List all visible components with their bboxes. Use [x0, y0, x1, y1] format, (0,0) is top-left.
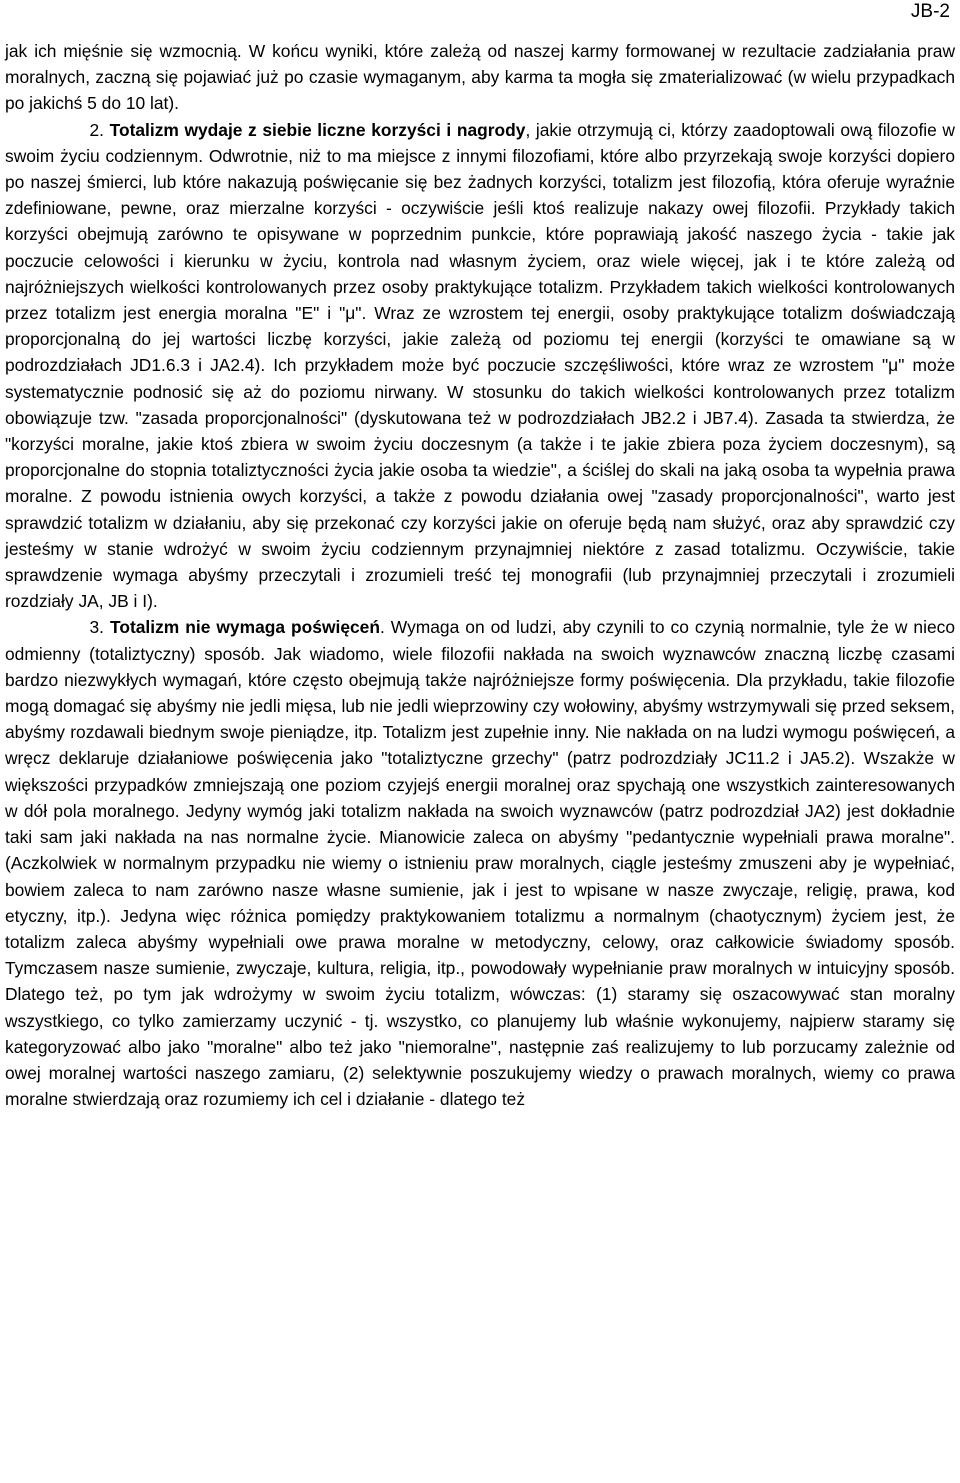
page-header-label: JB-2: [910, 1, 950, 22]
paragraph-3-text: . Wymaga on od ludzi, aby czynili to co czynią normalnie, tyle że w nieco odmienny (totaliztyczny) sposób. Jak wiadomo, wiele filozofii nakłada na swoich wyznawców znaczną liczbę czasami bardzo niezwykłych wymagań, które często obejmują także najróżniejsze formy poświęcenia. Dla przykładu, takie filozofie mogą domagać się abyśmy nie jedli mięsa, lub nie jedli wieprzowiny czy wołowiny, abyśmy wstrzymywali się przed seksem, abyśmy rozdawali biednym swoje pieniądze, itp. Totalizm jest zupełnie inny. Nie nakłada on na ludzi wymogu poświęceń, a wręcz deklaruje działaniowe poświęcenia jako "totaliztyczne grzechy" (patrz podrozdziały JC11.2 i JA5.2). Wszakże w większości przypadków zmniejszają one poziom czyjejś energii moralnej oraz spychają one wszystkich zainteresowanych w dół pola moralnego. Jedyny wymóg jaki totalizm nakłada na swoich wyznawców (patrz podrozdział JA2) jest dokładnie taki sam jaki nakłada na nas normalne życie. Mianowicie zaleca on abyśmy "pedantycznie wypełniali prawa moralne". (Aczkolwiek w normalnym przypadku nie wiemy o istnieniu praw moralnych, ciągle jesteśmy zmuszeni aby je wypełniać, bowiem zaleca to nam zarówno nasze własne sumienie, jak i jest to wpisane w nasze zwyczaje, religię, prawa, kod etyczny, itp.). Jedyna więc różnica pomiędzy praktykowaniem totalizmu a normalnym (chaotycznym) życiem jest, że totalizm zaleca abyśmy wypełniali owe prawa moralne w metodyczny, celowy, oraz całkowicie świadomy sposób. Tymczasem nasze sumienie, zwyczaje, kultura, religia, itp., powodowały wypełnianie praw moralnych w intuicyjny sposób. Dlatego też, po tym jak wdrożymy w swoim życiu totalizm, wówczas: (1) staramy się oszacowywać stan moralny wszystkiego, co tylko zamierzamy uczynić - tj. wszystko, co planujemy lub właśnie wykonujemy, najpierw staramy się kategoryzować albo jako "moralne" albo też jako "niemoralne", następnie zaś realizujemy to lub porzucamy zależnie od owej moralnej wartości naszego zamiaru, (2) selektywnie poszukujemy wiedzy o prawach moralnych, wiemy co prawa moralne stwierdzają oraz rozumiemy ich cel i działanie - dlatego też: [5, 617, 956, 1110]
paragraph-2: [5, 117, 955, 615]
paragraph-3-heading: Totalizm nie wymaga poświęceń: [110, 617, 380, 638]
document-body: [5, 38, 955, 1112]
paragraph-3: [5, 614, 955, 1112]
paragraph-2-number: 2.: [89, 119, 104, 140]
paragraph-2-text: , jakie otrzymują ci, którzy zaadoptowali ową filozofie w swoim życiu codziennym. Odwrotnie, niż to ma miejsce z innymi filozofiami, które albo przyrzekają swoje korzyści dopiero po naszej śmierci, lub które nakazują poświęcanie się bez żadnych korzyści, totalizm jest filozofią, która oferuje wyraźnie zdefiniowane, pewne, oraz mierzalne korzyści - oczywiście jeśli ktoś realizuje nakazy owej filozofii. Przykłady takich korzyści obejmują zarówno te opisywane w poprzednim punkcie, które poprawiają jakość naszego życia - takie jak poczucie celowości i kierunku w życiu, kontrola nad własnym życiem, oraz wiele więcej, jak i te które zależą od najróżniejszych wielkości kontrolowanych przez osoby praktykujące totalizm. Przykładem takich wielkości kontrolowanych przez totalizm jest energia moralna "E" i "μ". Wraz ze wzrostem tej energii, osoby praktykujące totalizm doświadczają proporcjonalną do jej wartości liczbę korzyści, jakie zależą od poziomu tej energii (korzyści te omawiane są w podrozdziałach JD1.6.3 i JA2.4). Ich przykładem może być poczucie szczęśliwości, które wraz ze wzrostem "μ" może systematycznie podnosić się aż do poziomu nirwany. W stosunku do takich wielkości kontrolowanych przez totalizm obowiązuje tzw. "zasada proporcjonalności" (dyskutowana też w podrozdziałach JB2.2 i JB7.4). Zasada ta stwierdza, że "korzyści moralne, jakie ktoś zbiera w swoim życiu doczesnym (a także i te jakie zbiera poza życiem doczesnym), są proporcjonalne do stopnia totaliztyczności życia jakie osoba ta wiedzie", a ściślej do skali na jaką osoba ta wypełnia prawa moralne. Z powodu istnienia owych korzyści, a także z powodu działania owej "zasady proporcjonalności", warto jest sprawdzić totalizm w działaniu, aby się przekonać czy korzyści jakie on oferuje będą nam służyć, oraz aby sprawdzić czy jesteśmy w stanie wdrożyć w swoim życiu codziennym przynajmniej niektóre z zasad totalizmu. Oczywiście, takie sprawdzenie wymaga abyśmy przeczytali i zrozumieli treść tej monografii (lub przynajmniej przeczytali i zrozumieli rozdziały JA, JB i I).: [5, 119, 955, 612]
paragraph-1: jak ich mięśnie się wzmocnią. W końcu wyniki, które zależą od naszej karmy formowanej w rezultacie zadziałania praw moralnych, zaczną się pojawiać już po czasie wymaganym, aby karma ta mogła się zmaterializować (w wielu przypadkach po jakichś 5 do 10 lat).: [5, 41, 955, 114]
paragraph-2-heading: Totalizm wydaje z siebie liczne korzyści i nagrody: [109, 119, 526, 140]
paragraph-3-number: 3.: [89, 617, 104, 638]
